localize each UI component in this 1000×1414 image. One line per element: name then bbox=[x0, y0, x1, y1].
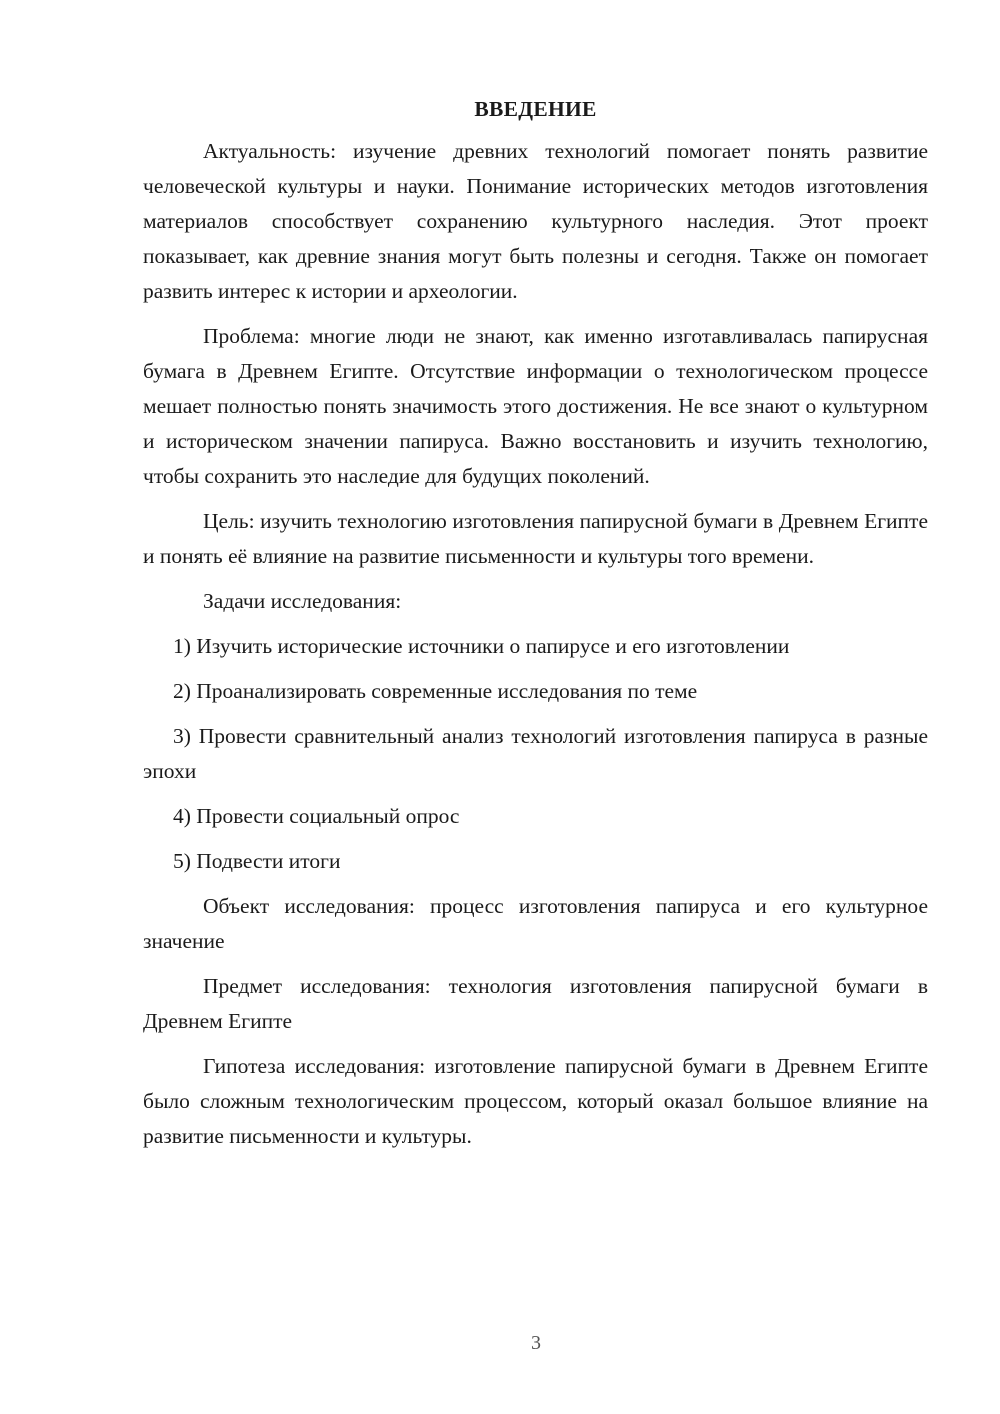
section-title: ВВЕДЕНИЕ bbox=[474, 97, 597, 121]
paragraph-tasks-heading: Задачи исследования: bbox=[203, 589, 402, 613]
paragraph-relevance: Актуальность: изучение древних технологий помогает понять развитие человеческой культуры и науки. Понимание исторических методов изготовления материалов способствует сохранению культурного наследия. Этот проект показывает, как древние знания могут быть полезны и сегодня. Также он помогает развить интерес к истории и археологии. bbox=[143, 139, 928, 303]
task-item: 5) Подвести итоги bbox=[173, 849, 341, 873]
task-item: 1) Изучить исторические источники о папирусе и его изготовлении bbox=[173, 634, 790, 658]
paragraph-object: Объект исследования: процесс изготовления папируса и его культурное значение bbox=[143, 894, 928, 953]
paragraph-problem: Проблема: многие люди не знают, как именно изготавливалась папирусная бумага в Древнем Египте. Отсутствие информации о технологическом процессе мешает полностью понять значимость этого достижения. Не все знают о культурном и историческом значении папируса. Важно восстановить и изучить технологию, чтобы сохранить это наследие для будущих поколений. bbox=[143, 324, 928, 488]
task-item: 3) Провести сравнительный анализ технологий изготовления папируса в разные эпохи bbox=[143, 724, 928, 783]
paragraph-subject: Предмет исследования: технология изготовления папирусной бумаги в Древнем Египте bbox=[143, 974, 928, 1033]
document-page bbox=[143, 92, 928, 1164]
task-item: 4) Провести социальный опрос bbox=[173, 804, 460, 828]
page-number: 3 bbox=[531, 1332, 541, 1354]
task-item: 2) Проанализировать современные исследования по теме bbox=[173, 679, 698, 703]
paragraph-hypothesis: Гипотеза исследования: изготовление папирусной бумаги в Древнем Египте было сложным технологическим процессом, который оказал большое влияние на развитие письменности и культуры. bbox=[143, 1054, 928, 1148]
paragraph-goal: Цель: изучить технологию изготовления папирусной бумаги в Древнем Египте и понять её влияние на развитие письменности и культуры того времени. bbox=[143, 509, 928, 568]
